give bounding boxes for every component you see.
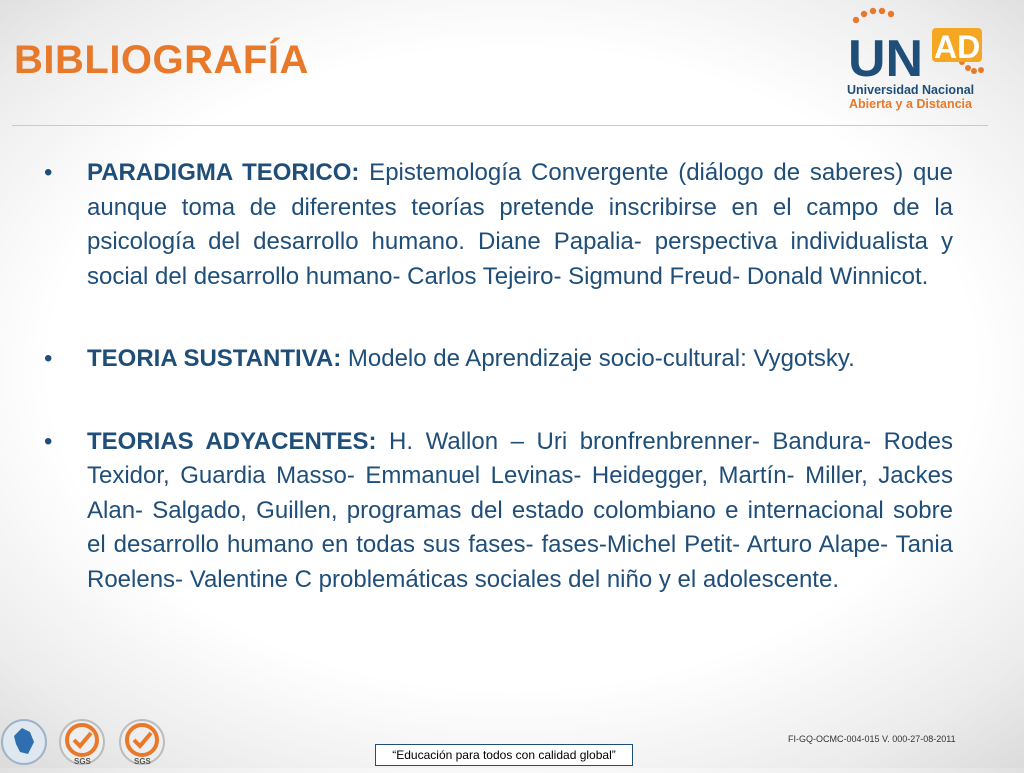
unad-logo-mark (846, 6, 992, 86)
bibliography-list (44, 156, 953, 645)
document-code: FI-GQ-OCMC-004-015 V. 000-27-08-2011 (788, 734, 956, 744)
colombia-seal-icon (2, 720, 46, 764)
sgs-label: SGS (74, 757, 91, 766)
item-text: H. Wallon – Uri bronfrenbrenner- Bandura- Rodes Texidor, Guardia Masso- Emmanuel Levinas- Heidegger, Martín- Miller, Jackes Alan- Salgado, Guillen, programas del estado colombiano e internacional sobre el desarrollo humano en todas sus fases- fases-Michel Petit- Arturo Alape- Tania Roelens- Valentine C problemáticas sociales del niño y el adolescente. (87, 427, 954, 593)
footer-slogan: “Educación para todos con calidad global” (375, 744, 633, 766)
certification-seal-icon (120, 720, 164, 766)
bullet: • (44, 427, 53, 455)
item-term: TEORIA SUSTANTIVA: (87, 345, 342, 372)
bullet: • (44, 159, 53, 186)
unad-logo (846, 6, 992, 112)
certification-seal-icon (60, 720, 104, 766)
footer-certification-logos (0, 712, 180, 768)
item-term: PARADIGMA TEORICO: (87, 159, 360, 186)
bibliography-item-paradigma (44, 156, 953, 294)
bibliography-item-sustantiva (44, 342, 953, 377)
slide-title: BIBLIOGRAFÍA (14, 38, 309, 82)
logo-university-tagline: Abierta y a Distancia (849, 97, 972, 111)
logo-university-name: Universidad Nacional (847, 83, 975, 97)
sgs-label: SGS (134, 757, 151, 766)
bibliography-item-adyacentes (44, 425, 953, 598)
logo-ad-text: AD (934, 29, 981, 65)
item-text: Modelo de Aprendizaje socio-cultural: Vygotsky. (341, 345, 855, 372)
title-divider (12, 125, 988, 126)
item-term: TEORIAS ADYACENTES: (87, 427, 377, 455)
item-text: Epistemología Convergente (diálogo de saberes) que aunque toma de diferentes teorías pretende inscribirse en el campo de la psicología del desarrollo humano. Diane Papalia- perspectiva individualista y social del desarrollo humano- Carlos Tejeiro- Sigmund Freud- Donald Winnicot. (87, 159, 953, 290)
logo-un-text: UN (848, 30, 924, 86)
bullet: • (44, 345, 53, 372)
